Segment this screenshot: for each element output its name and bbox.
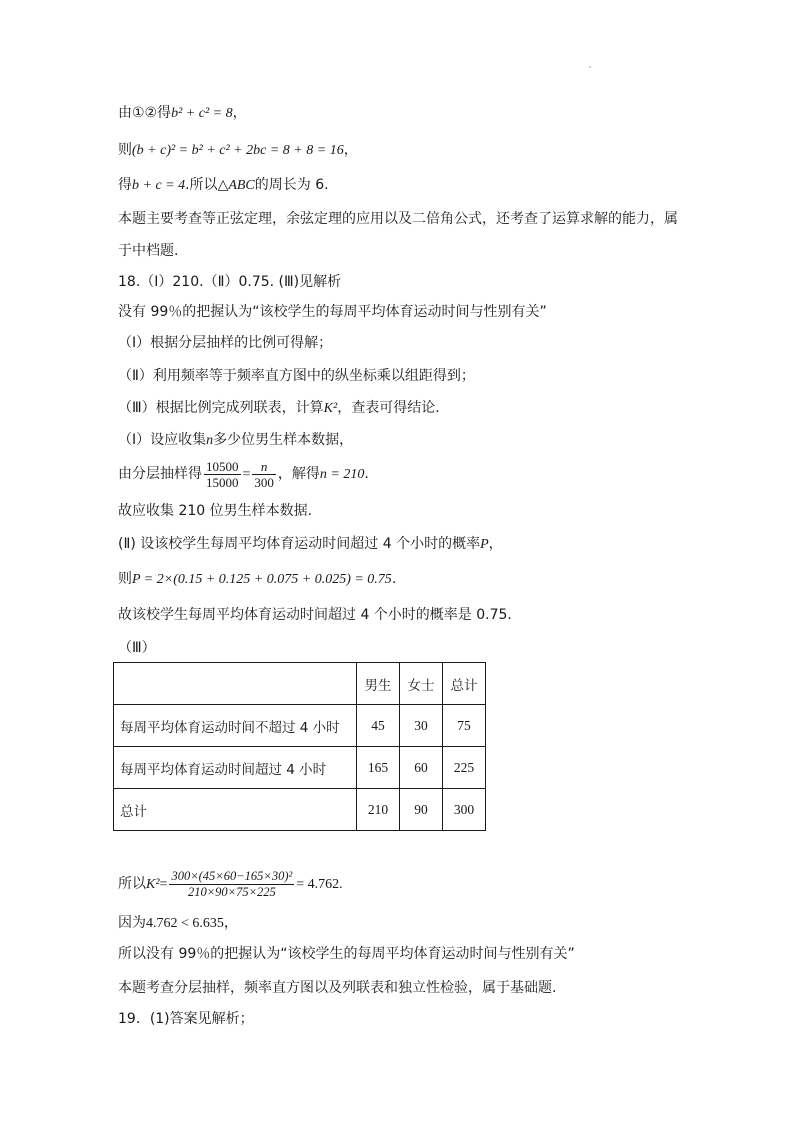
row-label: 每周平均体育运动时间超过 4 小时 <box>114 747 357 789</box>
cell-value: 225 <box>443 747 486 789</box>
line-perimeter: 得b + c = 4.所以△ABC的周长为 6. <box>118 177 329 193</box>
scan-speck <box>589 66 591 68</box>
math-k2: K² <box>323 401 338 416</box>
probability-equation: 则P = 2×(0.15 + 0.125 + 0.075 + 0.025) = 0.75. <box>118 571 397 587</box>
math-k2-symbol: K² <box>146 877 160 892</box>
q18-summary: 本题考查分层抽样，频率直方图以及列联表和独立性检验，属于基础题. <box>118 980 557 996</box>
table-row <box>114 747 486 789</box>
row-label: 每周平均体育运动时间不超过 4 小时 <box>114 705 357 747</box>
q18-conclusion: 没有 99％的把握认为“该校学生的每周平均体育运动时间与性别有关” <box>118 304 547 320</box>
solution-part-2-result: 故该校学生每周平均体育运动时间超过 4 个小时的概率是 0.75. <box>118 607 512 623</box>
math-triangle: △ABC <box>217 178 255 193</box>
contingency-table <box>113 662 486 831</box>
cell-value: 210 <box>357 789 400 831</box>
cell-value: 300 <box>443 789 486 831</box>
cell-value: 90 <box>400 789 443 831</box>
math-bc-sum: b + c = 4 <box>132 178 186 193</box>
solution-part-2-intro: (Ⅱ) 设该校学生每周平均体育运动时间超过 4 个小时的概率P， <box>118 536 503 552</box>
hint-part-2: （Ⅱ）利用频率等于频率直方图中的纵坐标乘以组距得到； <box>118 368 475 384</box>
line-b2c2: 由①②得b² + c² = 8， <box>118 105 247 121</box>
math-b2c2-eq: b² + c² = 8 <box>171 106 233 121</box>
line-bc-square: 则(b + c)² = b² + c² + 2bc = 8 + 8 = 16， <box>118 142 358 158</box>
math-p: P <box>480 537 489 552</box>
hint-part-3: （Ⅲ）根据比例完成列联表，计算K²，查表可得结论. <box>118 400 440 416</box>
fraction-n-300: $\frac{n}{300}$ <box>254 458 274 490</box>
solution-part-3-label: （Ⅲ） <box>118 640 156 656</box>
table-header-row <box>114 663 486 705</box>
header-total: 总计 <box>443 663 486 705</box>
fraction-10500-15000: $\frac{10500}{15000}$ <box>206 458 239 490</box>
cell-value: 165 <box>357 747 400 789</box>
math-p-calc: P = 2×(0.15 + 0.125 + 0.075 + 0.025) = 0.75 <box>132 572 392 587</box>
math-n-result: n = 210 <box>319 467 365 482</box>
math-n: n <box>206 433 214 448</box>
table-row <box>114 789 486 831</box>
math-comparison: 4.762 < 6.635 <box>146 916 224 931</box>
header-male: 男生 <box>357 663 400 705</box>
math-bc-square: (b + c)² = b² + c² + 2bc = 8 + 8 = 16 <box>132 143 344 158</box>
summary-line-1: 本题主要考查等正弦定理，余弦定理的应用以及二倍角公式，还考查了运算求解的能力，属 <box>118 211 678 227</box>
k2-equation: 所以K²= $\frac{\text{300×(45×60−165×30)²}}{210\times 90\times 75\times 225}$ = 4.762. <box>118 868 343 899</box>
final-conclusion: 所以没有 99％的把握认为“该校学生的每周平均体育运动时间与性别有关” <box>118 946 575 962</box>
header-female: 女士 <box>400 663 443 705</box>
solution-part-1-result: 故应收集 210 位男生样本数据. <box>118 503 313 519</box>
k2-fraction: $\frac{\text{300×(45×60−165×30)²}}{210\times 90\times 75\times 225}$ <box>171 868 293 899</box>
table-corner-cell <box>114 663 357 705</box>
cell-value: 60 <box>400 747 443 789</box>
stratified-sampling-equation: 由分层抽样得 $\frac{10500}{15000}$ = $\frac{n}{300}$ ，解得n = 210. <box>118 458 369 490</box>
q18-answer-header: 18.（Ⅰ）210.（Ⅱ）0.75. (Ⅲ)见解析 <box>118 274 342 290</box>
hint-part-1: （Ⅰ）根据分层抽样的比例可得解； <box>118 335 333 351</box>
solution-part-1-intro: （Ⅰ）设应收集n多少位男生样本数据， <box>118 432 354 448</box>
cell-value: 45 <box>357 705 400 747</box>
row-label: 总计 <box>114 789 357 831</box>
table-row <box>114 705 486 747</box>
cell-value: 30 <box>400 705 443 747</box>
q19-answer-header: 19．(1)答案见解析； <box>118 1011 254 1027</box>
summary-line-2: 于中档题. <box>118 243 179 259</box>
comparison-line: 因为4.762 < 6.635， <box>118 915 238 931</box>
cell-value: 75 <box>443 705 486 747</box>
